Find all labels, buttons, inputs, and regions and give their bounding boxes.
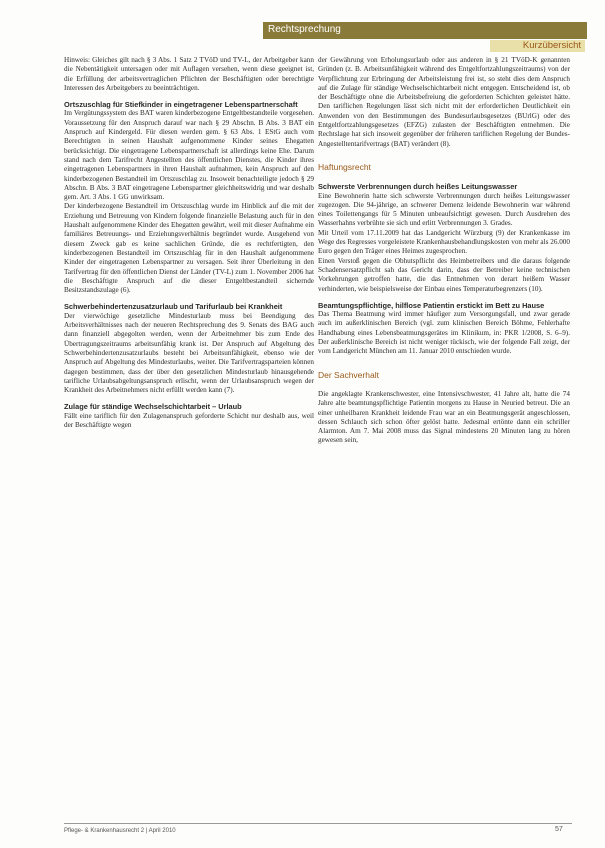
paragraph: Mit Urteil vom 17.11.2009 hat das Landgericht Würzburg (9) der Krankenkasse im Wege des Regresses vorgeleistete Krankenhausbehandlungskosten von mehr als 26.000 Euro gegen den Träger eines Heimes zugesprochen. — [318, 228, 570, 256]
paragraph: der Gewährung von Erholungsurlaub oder aus anderen in § 21 TVöD-K genannten Gründen (z. B. Arbeitsunfähigkeit während des Entgeltfortzahlungszeitraums) von der Verpflichtung zur Erbringung der Arbeitsleistung frei ist, so steht dies dem Anspruch auf die Zulage für ständige Wechselschichtarbeit nicht entgegen. Entscheidend ist, ob der Beschäftigte ohne die Arbeitsbefreiung die geforderten Schichten geleistet hätte. Den tariflichen Regelungen lässt sich nicht mit der erforderlichen Deutlichkeit ein Anwenden von den Bestimmungen des Bundesurlaubsgesetzes (BUrlG) oder des Entgeltfortzahlungsgesetzes (EFZG) zulasten der Beschäftigten entnehmen. Die Rechtslage hat sich insoweit gegenüber der früheren tariflichen Regelung der Bundes-Angestelltentarifvertrags (BAT) verändert (8). — [318, 56, 570, 148]
paragraph: Hinweis: Gleiches gilt nach § 3 Abs. 1 Satz 2 TVöD und TV-L, der Arbeitgeber kann die Nebentätigkeit untersagen oder mit Auflagen versehen, wenn diese geeignet ist, die Erfüllung der arbeitsvertraglichen Pflichten der Beschäftigten oder berechtigte Interessen des Arbeitgebers zu beeinträchtigen. — [64, 56, 314, 92]
paragraph: Das Thema Beatmung wird immer häufiger zum Versorgungsfall, und zwar gerade auch im außerklinischen Bereich (vgl. zum klinischen Bereich Böhme, Fehlerhafte Handhabung eines Lebensbeatmungsgerätes im Klinikum, in: PKR 1/2008, S. 6–9). Der außerklinische Bereich ist nicht weniger tückisch, wie der folgende Fall zeigt, der vom Landgericht München am 11. Januar 2010 entschieden wurde. — [318, 310, 570, 356]
paragraph: Der vierwöchige gesetzliche Mindesturlaub muss bei Beendigung des Arbeitsverhältnisses nach der neueren Rechtsprechung des 9. Senats des BAG auch dann finanziell abgegolten werden, wenn der Arbeitnehmer bis zum Ende des Übertragungszeitraums arbeitsunfähig krank ist. Der Anspruch auf Abgeltung des Schwerbehindertenzusatzurlaubs besteht bei Arbeitsunfähigkeit, ebenso wie der Anspruch auf Abgeltung des Mindesturlaubs, weiter. Die Tarifvertragsparteien können dagegen bestimmen, dass der über den gesetzlichen Mindesturlaub hinausgehende tarifliche Urlaubsabgeltungsanspruch erlischt, wenn der Urlaubsanspruch wegen der Krankheit des Arbeitnehmers nicht erfüllt werden kann (7). — [64, 311, 314, 395]
subheading: Zulage für ständige Wechselschichtarbeit – Urlaub — [64, 402, 242, 412]
paragraph: Die angeklagte Krankenschwester, eine Intensivschwester, 41 Jahre alt, hatte die 74 Jahre alte beamtungspflichtige Patientin morgens zu Hause in Neuried betreut. Die an einer unheilbaren Krankheit leidende Frau war an ein Beatmungsgerät angeschlossen, dessen Schlauch sich schon öfter gelöst hatte. Jedesmal ertönte dann ein schriller Alarmton. Am 7. Mai 2008 muss das Signal mindestens 20 Minuten lang zu hören gewesen sein, — [318, 389, 570, 445]
footer-rule — [64, 823, 572, 824]
subheading: Ortszuschlag für Stiefkinder in eingetragener Lebenspartnerschaft — [64, 100, 298, 110]
section-heading: Der Sachverhalt — [318, 369, 379, 380]
page-number: 57 — [555, 826, 563, 833]
header-category-label: Kurzübersicht — [522, 40, 581, 51]
right-column — [318, 56, 570, 446]
paragraph: Im Vergütungssystem des BAT waren kinderbezogene Entgeltbestandteile vorgesehen. Voraussetzung für den Anspruch darauf war nach § 29 Abschn. B Abs. 3 BAT ein Anspruch auf Kindergeld. Für diesen werden gem. § 63 Abs. 1 EStG auch vom Berechtigten in seinen Haushalt aufgenommene Kinder seines Ehegatten berücksichtigt. Die eingetragene Lebenspartnerschaft ist allerdings keine Ehe. Darum stand nach dem Tarifrecht Angestellten des öffentlichen Dienstes, die Kinder ihres eingetragenen Lebenspartners in ihren Haushalt aufnahmen, kein Anspruch auf den kinderbezogenen Bestandteil im Ortszuschlag zu. Insoweit benachteiligte jedoch § 29 Abschn. B Abs. 3 BAT eingetragene Lebenspartner gleichheitswidrig und war deshalb gem. Art. 3 Abs. 1 GG unwirksam. — [64, 109, 314, 202]
paragraph: Einen Verstoß gegen die Obhutspflicht des Heimbetreibers und die daraus folgende Schadensersatzpflicht sah das Gericht darin, dass der Betreiber keine technischen Vorkehrungen getroffen hatte, die das Entnehmen von derart heißem Wasser verhinderten, wie beispielsweise der Einbau eines Temperaturbegrenzers (10). — [318, 256, 570, 293]
header-category-tab — [490, 40, 585, 52]
header-section-title: Rechtsprechung — [268, 24, 341, 35]
subheading: Schwerste Verbrennungen durch heißes Leitungswasser — [318, 182, 518, 192]
paragraph: Fällt eine tariflich für den Zulagenanspruch geforderte Schicht nur deshalb aus, weil der Beschäftigte wegen — [64, 411, 314, 429]
subheading: Schwerbehindertenzusatzurlaub und Tarifurlaub bei Krankheit — [64, 302, 283, 312]
paragraph: Eine Bewohnerin hatte sich schwerste Verbrennungen durch heißes Leitungswasser zugezogen. Die 94-jährige, an schwerer Demenz leidende Bewohnerin war während eines Toilettengangs für 5 Minuten unbeaufsichtigt gewesen. Durch Ausdrehen des Wasserhahns verbrühte sie sich und erlitt Verbrennungen 3. Grades. — [318, 191, 570, 228]
subheading: Beamtungspflichtige, hilflose Patientin erstickt im Bett zu Hause — [318, 300, 545, 310]
left-column — [64, 56, 314, 430]
footer-journal: Pflege- & Krankenhausrecht 2 | April 2010 — [64, 828, 176, 834]
paragraph: Der kinderbezogene Bestandteil im Ortszuschlag wurde im Hinblick auf die mit der Erziehung und Betreuung von Kindern folgende finanzielle Belastung auch für in den Haushalt aufgenommene Kinder des Ehegatten gewährt, weil mit dieser Aufnahme ein familiäres Betreuungs- und Erziehungsverhältnis begründet wurde. Ausgehend von diesem Zweck gab es keine sachlichen Gründe, die es rechtfertigten, den kinderbezogenen Bestandteil im Ortszuschlag für in den Haushalt aufgenommene Kinder der eingetragenen Lebenspartner zu versagen. Seit ihrer Überleitung in den Tarifvertrag für den öffentlichen Dienst der Länder (TV-L) zum 1. November 2006 hat die Beschäftigte Anspruch auf die dieser Entgeltbestandteil sichernde Besitzstandszulage (6). — [64, 202, 314, 295]
section-heading: Haftungsrecht — [318, 161, 371, 172]
